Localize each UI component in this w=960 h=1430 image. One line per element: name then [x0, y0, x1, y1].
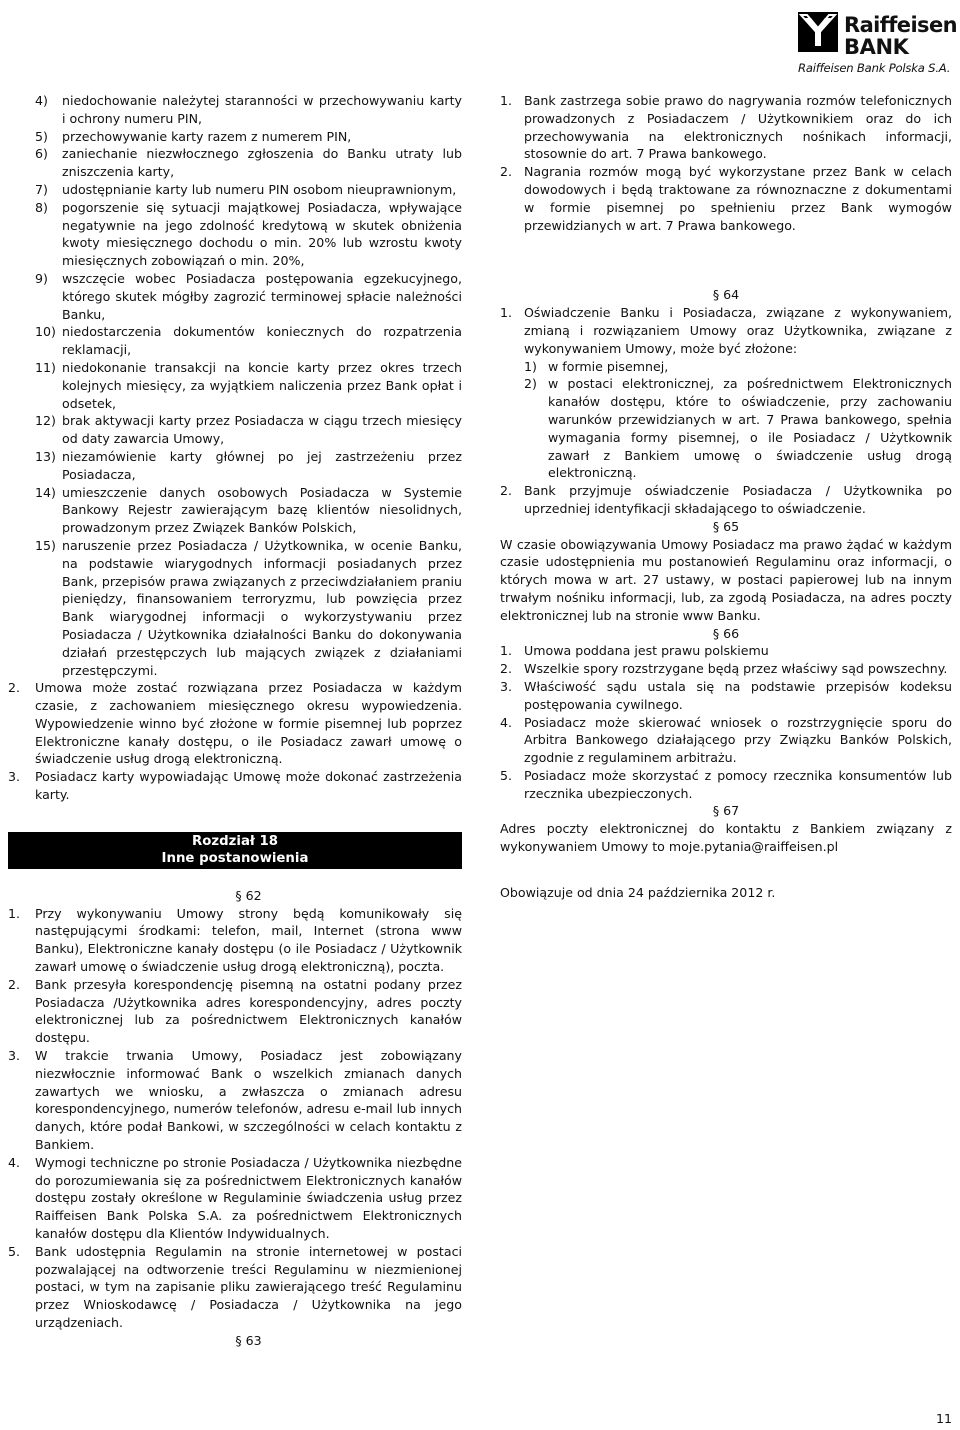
list-item [35, 448, 462, 484]
list-item [35, 199, 462, 270]
raiffeisen-gable-cross-icon [798, 12, 838, 52]
paragraph-62-heading: § 62 [235, 887, 262, 903]
list-item-text: niedostarczenia dokumentów koniecznych do rozpatrzenia reklamacji, [62, 324, 462, 358]
list-item-number: 4. [8, 1154, 21, 1170]
list-item-text: brak aktywacji karty przez Posiadacza w ciągu trzech miesięcy od daty zawarcia Umowy, [62, 413, 462, 447]
list-item [35, 145, 462, 181]
paragraph-66-heading: § 66 [712, 625, 740, 641]
point-number: 1. [500, 305, 513, 321]
list-item-number: 2. [500, 164, 513, 180]
list-item [35, 359, 462, 412]
paragraph-62-list [8, 905, 462, 1332]
list-item-number: 13) [35, 448, 56, 464]
list-item-text: Posiadacz karty wypowiadając Umowę może dokonać zastrzeżenia karty. [35, 769, 462, 803]
list-item [35, 92, 462, 128]
list-item-number: 1. [500, 93, 513, 108]
list-item-text: Posiadacz może skierować wniosek o rozstrzygnięcie sporu do Arbitra Bankowego działającego przy Związku Banków Polskich, zgodnie z regulaminem arbitrażu. [524, 714, 952, 766]
list-item-number: 4. [500, 714, 513, 730]
list-item [524, 358, 952, 376]
list-item [524, 375, 952, 482]
list-item-number: 1. [500, 643, 513, 659]
list-item-text: W trakcie trwania Umowy, Posiadacz jest zobowiązany niezwłocznie informować Bank o wszelkich zmianach danych zawartych we wniosku, a zwłaszcza o zmianach adresu korespondencyjnego, numerów telefonów, adresu e-mail lub innych danych, które podał Bankowi, w szczególności w celach kontaktu z Bankiem. [35, 1048, 462, 1153]
list-item-text: wszczęcie wobec Posiadacza postępowania egzekucyjnego, którego skutek mógłby zagrozić terminowej spłacie należności Banku, [62, 270, 462, 322]
paragraph-67-text: Adres poczty elektronicznej do kontaktu z Bankiem związany z wykonywaniem Umowy to moje.pytania@raiffeisen.pl [500, 821, 952, 855]
list-item-text: Właściwość sądu ustala się na podstawie przepisów kodeksu postępowania cywilnego. [524, 678, 952, 712]
list-item-text: naruszenie przez Posiadacza / Użytkownika, w ocenie Banku, na podstawie wiarygodnych informacji posiadanych przez Bank, przepisów prawa związanych z przeciwdziałaniem praniu pieniędzy, finansowaniem terroryzmu, lub powzięcia przez Bank wiarygodnej informacji o wykorzystywaniu przez Posiadacza / Użytkownika działalności Banku do dokonywania działań przestępczych lub mających związek z działaniami przestępczymi. [62, 537, 462, 678]
point-text: Bank przyjmuje oświadczenie Posiadacza / Użytkownika po uprzedniej identyfikacji składającego to oświadczenie. [524, 483, 952, 516]
list-item [35, 484, 462, 537]
list-item-text: niedokonanie transakcji na koncie karty przez okres trzech kolejnych miesięcy, za wyjątkiem naliczenia przez Bank opłat i odsetek, [62, 359, 462, 411]
list-item [35, 270, 462, 323]
list-item [35, 128, 462, 146]
list-item-text: Posiadacz może skorzystać z pomocy rzecznika konsumentów lub rzecznika ubezpieczonych. [524, 767, 952, 801]
list-item-number: 1. [8, 905, 21, 921]
list-item-number: 3. [8, 769, 21, 785]
list-item [35, 181, 462, 199]
list-item-text: umieszczenie danych osobowych Posiadacza w Systemie Bankowy Rejestr zawierającym bazę klientów niesolidnych, prowadzonym przez Związek Banków Polskich, [62, 484, 462, 536]
list-item-text: zaniechanie niezwłocznego zgłoszenia do Banku utraty lub zniszczenia karty, [62, 146, 462, 180]
list-item-text: w formie pisemnej, [548, 358, 669, 374]
list-item [500, 678, 952, 714]
list-item-number: 5. [500, 767, 513, 783]
list-item-number: 15) [35, 537, 56, 553]
list-item-number: 1) [524, 358, 537, 374]
list-item-text: Wymogi techniczne po stronie Posiadacza / Użytkownika niezbędne do porozumiewania się za pośrednictwem Elektronicznych kanałów dostępu zostały określone w Regulaminie świadczenia usług przez Raiffeisen Bank Polska S.A. za pośrednictwem Elektronicznych kanałów dostępu dla Klientów Indywidualnych. [35, 1154, 462, 1242]
paragraph-65-text: W czasie obowiązywania Umowy Posiadacz ma prawo żądać w każdym czasie udostępnienia mu postanowień Regulaminu oraz informacji, o których mowa w art. 27 ustawy, w postaci papierowej lub na innym trwałym nośniku informacji, lub, za zgodą Posiadacza, na adres poczty elektronicznej lub na stronie www Banku. [500, 536, 952, 623]
point-text: Oświadczenie Banku i Posiadacza, związane z wykonywaniem, zmianą i rozwiązaniem Umowy oraz Użytkownika, związane z wykonywaniem Umowy, może być złożone: [524, 305, 952, 356]
list-item-number: 6) [35, 146, 48, 162]
list-item-text: niezamówienie karty głównej po jej zastrzeżeniu przez Posiadacza, [62, 448, 462, 482]
paragraph-64-point-1 [500, 304, 952, 357]
list-item-text: Umowa poddana jest prawu polskiemu [524, 643, 769, 659]
paragraph-64-heading: § 64 [712, 287, 740, 303]
paragraph-64-subitems [524, 358, 952, 483]
right-column [500, 92, 952, 902]
list-item-text: Bank udostępnia Regulamin na stronie internetowej w postaci pozwalającej na odtworzenie treści Regulaminu w niezmienionej postaci, w tym na zapisanie pliku zawierającego treść Regulaminu przez Wnioskodawcę / Posiadacza / Użytkownika na jego urządzeniach. [35, 1243, 462, 1330]
logo-subtitle: Raiffeisen Bank Polska S.A. [798, 61, 951, 75]
raiffeisen-logo [798, 12, 956, 80]
paragraph-66-list [500, 642, 952, 802]
list-item-number: 10) [35, 324, 56, 340]
list-item [500, 767, 952, 803]
list-item-text: w postaci elektronicznej, za pośrednictwem Elektronicznych kanałów dostępu, które to oświadczenie, przy zachowaniu warunków przewidzianych w art. 7 Prawa bankowego, spełnia wymagania formy pisemnej, o ile Posiadacz / Użytkownik zawarł z Bankiem umowę o świadczenie usług drogą elektroniczną. [548, 376, 952, 481]
chapter-title: Inne postanowienia [161, 851, 309, 867]
paragraph-65-heading: § 65 [712, 518, 740, 534]
list-item-number: 2) [524, 376, 537, 392]
list-item-number: 2. [500, 661, 513, 677]
list-item [8, 679, 462, 768]
list-item [500, 714, 952, 767]
termination-points-list [8, 679, 462, 804]
list-item-number: 2. [8, 680, 21, 696]
list-item [35, 323, 462, 359]
list-item-text: Wszelkie spory rozstrzygane będą przez właściwy sąd powszechny. [524, 661, 948, 677]
list-item-number: 11) [35, 359, 56, 375]
list-item [500, 642, 952, 660]
list-item [8, 1243, 462, 1332]
logo-brand-line2: BANK [844, 35, 909, 59]
list-item-text: Bank zastrzega sobie prawo do nagrywania rozmów telefonicznych prowadzonych z Posiadaczem / Użytkownikiem oraz do ich przechowywania na elektronicznych nośnikach informacji, stosownie do art. 7 Prawa bankowego. [524, 93, 952, 162]
left-column [8, 92, 462, 1350]
paragraph-63-list [500, 92, 952, 234]
list-item-text: Nagrania rozmów mogą być wykorzystane przez Bank w celach dowodowych i będą traktowane za równoznaczne z dokumentami w formie pisemnej po spełnieniu przez Bank wymogów przewidzianych w art. 7 Prawa bankowego. [524, 164, 952, 233]
paragraph-63-heading: § 63 [235, 1332, 262, 1348]
list-item [8, 905, 462, 976]
list-item-number: 5) [35, 128, 48, 144]
list-item-number: 12) [35, 413, 56, 429]
paragraph-64-point-2 [500, 482, 952, 518]
list-item-number: 3. [500, 678, 513, 694]
page-number: 11 [935, 1411, 952, 1426]
list-item [8, 768, 462, 804]
list-item-number: 8) [35, 199, 48, 215]
list-item [8, 1047, 462, 1154]
effective-date: Obowiązuje od dnia 24 października 2012 r. [500, 884, 776, 900]
list-item-number: 9) [35, 270, 48, 286]
list-item-number: 5. [8, 1243, 21, 1259]
list-item-text: Przy wykonywaniu Umowy strony będą komunikowały się następującymi środkami: telefon, mail, Internet (strona www Banku), Elektroniczne kanały dostępu (o ile Posiadacz / Użytkownik zawarł umowę o świadczenie usług drogą elektroniczną), poczta. [35, 905, 462, 975]
list-item-text: Bank przesyła korespondencję pisemną na ostatni podany przez Posiadacza /Użytkownika adres korespondencyjny, adres poczty elektronicznej lub za pośrednictwem Elektronicznych kanałów dostępu. [35, 976, 462, 1046]
list-item [500, 92, 952, 163]
list-item-text: niedochowanie należytej staranności w przechowywaniu karty i ochrony numeru PIN, [62, 93, 462, 126]
list-item-text: pogorszenie się sytuacji majątkowej Posiadacza, wpływające negatywnie na jego zdolność kredytową w skutek obniżenia kwoty miesięcznego dochodu o min. 20% lub wzrostu kwoty miesięcznych zobowiązań o min. 20%, [62, 199, 462, 269]
list-item [8, 1154, 462, 1243]
list-item-text: przechowywanie karty razem z numerem PIN, [62, 128, 352, 144]
list-item [35, 412, 462, 448]
list-item-number: 7) [35, 181, 48, 197]
list-item [8, 976, 462, 1047]
logo-brand-line1: Raiffeisen [844, 13, 957, 37]
point-number: 2. [500, 483, 513, 499]
paragraph-67-heading: § 67 [712, 803, 740, 819]
list-item-number: 3. [8, 1048, 21, 1064]
list-item-number: 4) [35, 93, 48, 108]
chapter-number: Rozdział 18 [192, 833, 278, 849]
list-item-number: 2. [8, 976, 21, 992]
list-item [35, 537, 462, 679]
list-item-text: udostępnianie karty lub numeru PIN osobom nieuprawnionym, [62, 181, 457, 197]
list-item-text: Umowa może zostać rozwiązana przez Posiadacza w każdym czasie, z zachowaniem miesięcznego okresu wypowiedzenia. Wypowiedzenie winno być złożone w formie pisemnej lub poprzez Elektroniczne kanały dostępu, o ile Posiadacz zawarł umowę o świadczenie usług drogą elektroniczną. [35, 680, 462, 767]
list-item [500, 163, 952, 234]
termination-reasons-list [35, 92, 462, 679]
list-item [500, 660, 952, 678]
chapter-heading [8, 832, 462, 869]
list-item-number: 14) [35, 484, 56, 500]
